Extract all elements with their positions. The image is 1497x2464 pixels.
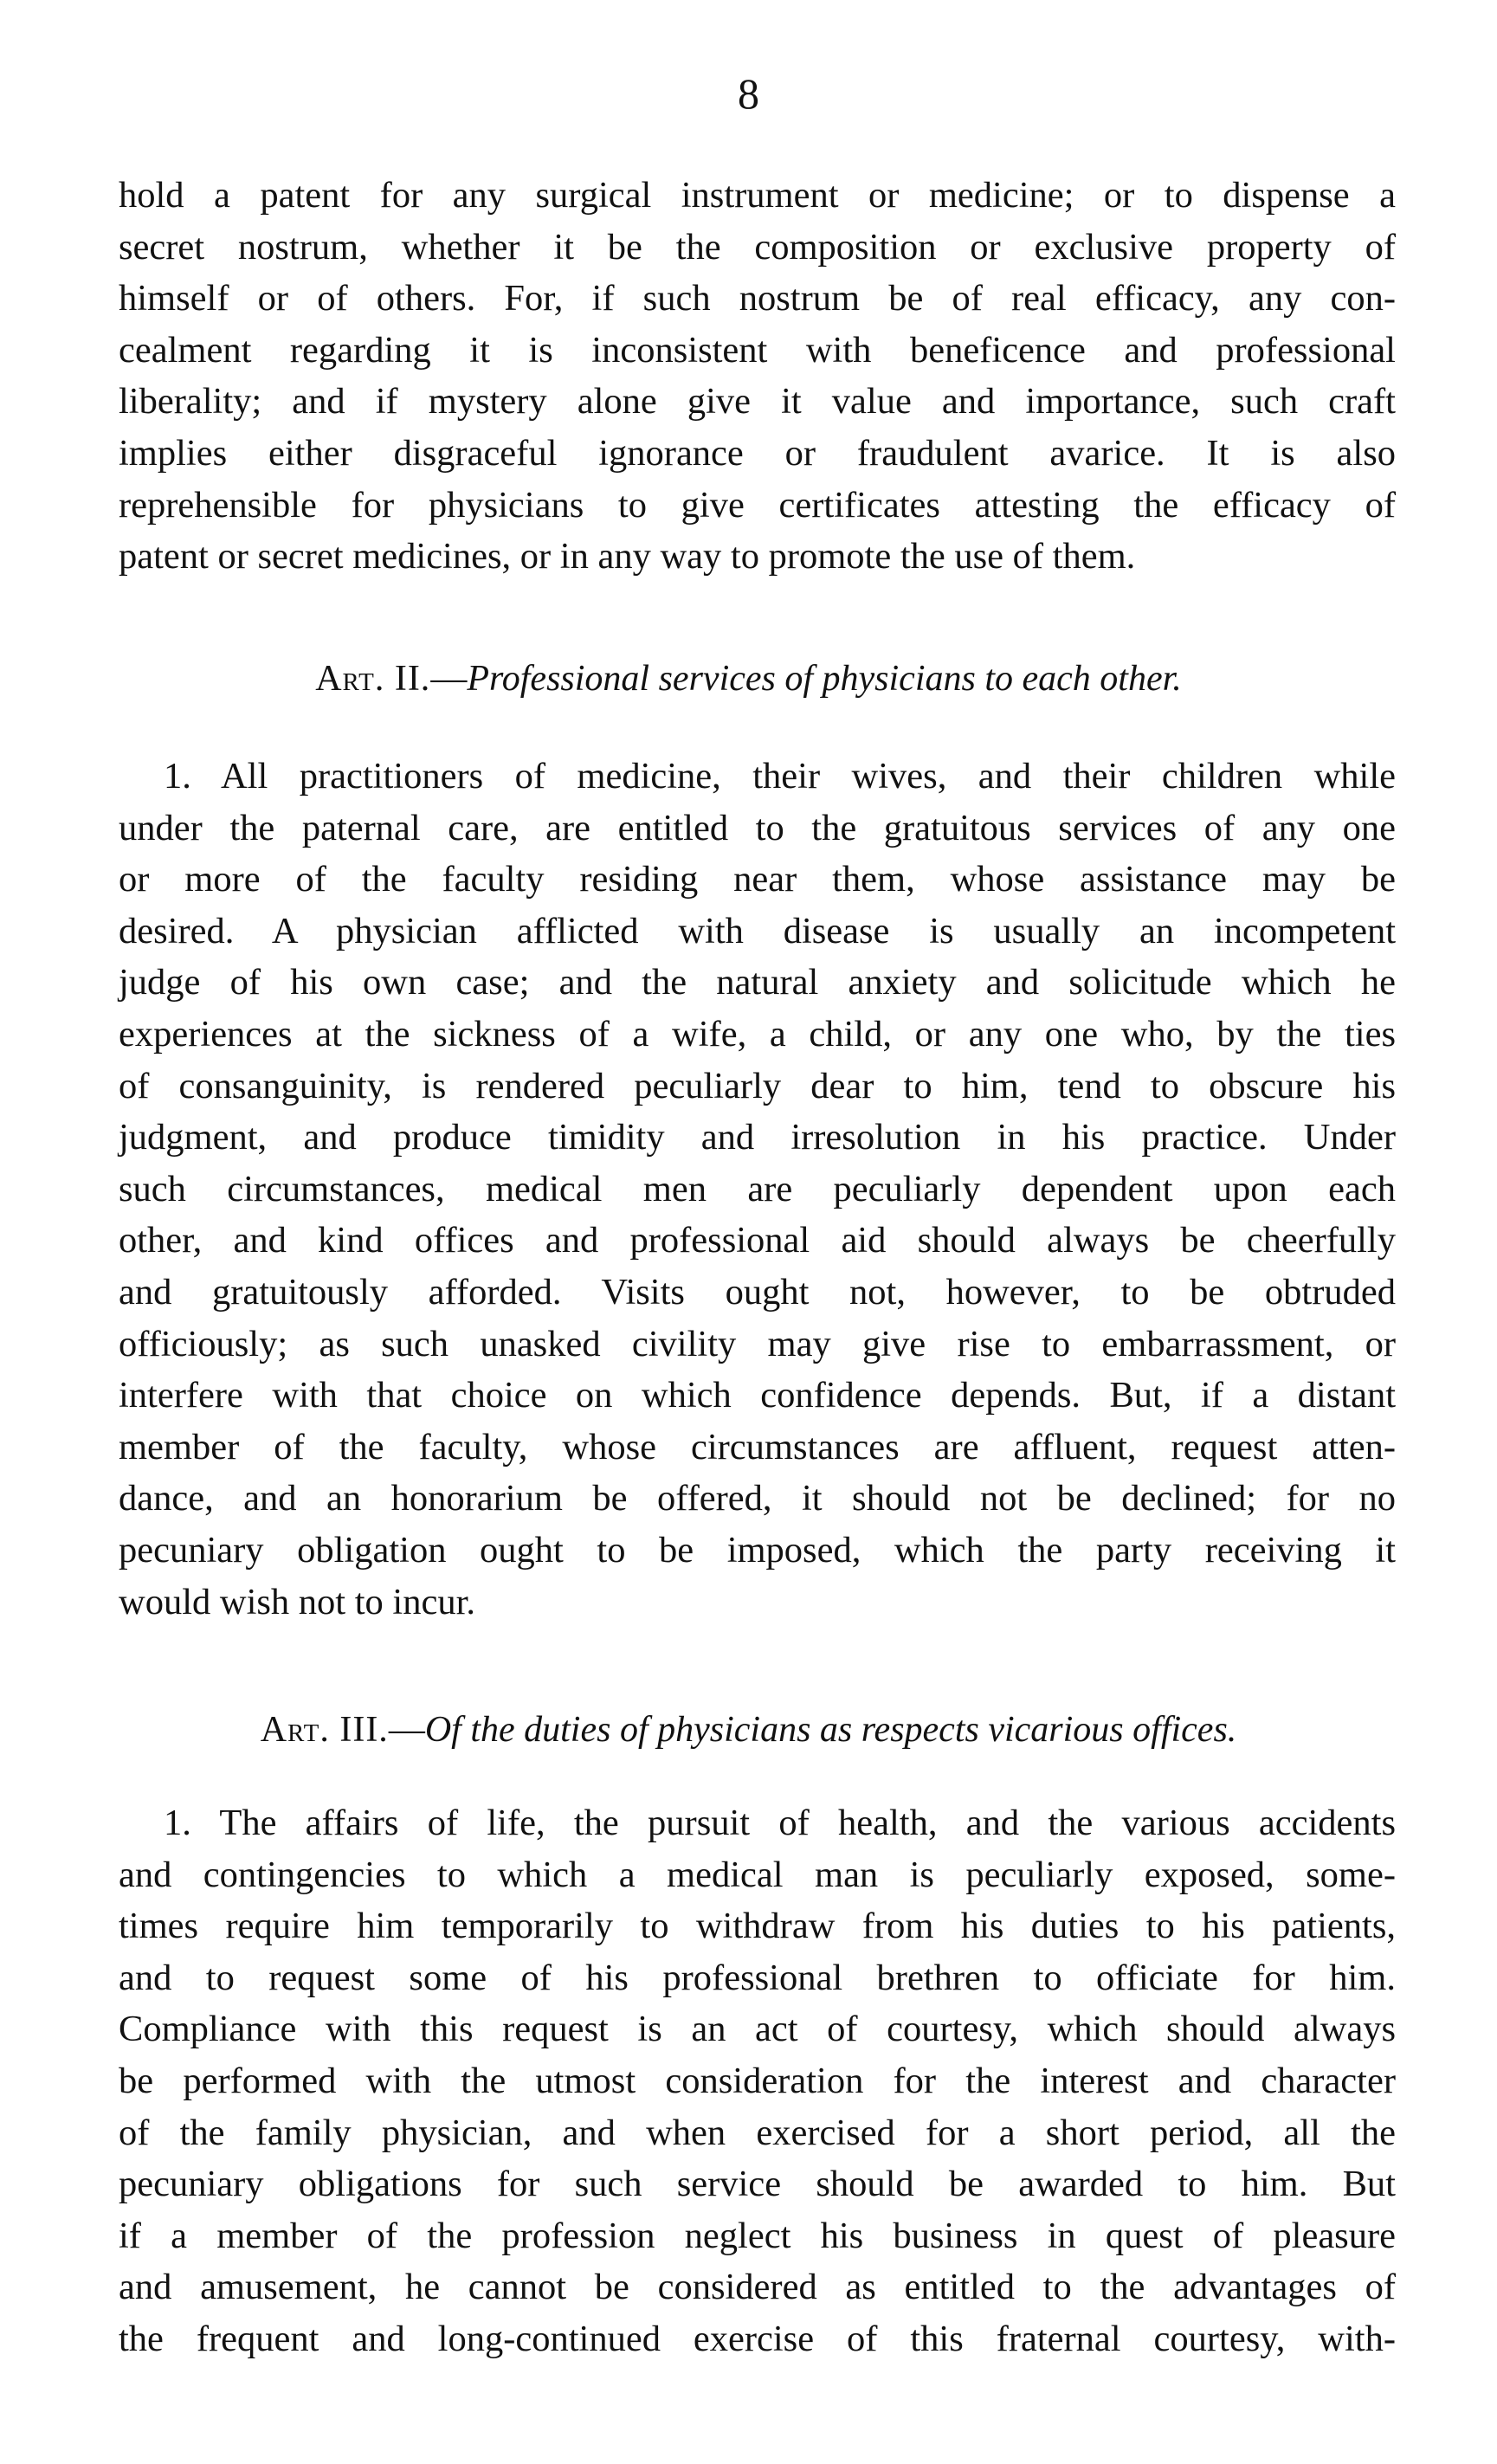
text-line: and amusement, he cannot be considered as entitled to the advantages of: [119, 2267, 1396, 2308]
text-line: judgment, and produce timidity and irresolution in his practice. Under: [119, 1117, 1396, 1158]
text-line: patent or secret medicines, or in any way to promote the use of them.: [119, 536, 1136, 577]
text-line: 1. All practitioners of medicine, their wives, and their children while: [164, 756, 1396, 797]
text-line: and gratuitously afforded. Visits ought not, however, to be obtruded: [119, 1271, 1396, 1313]
text-line: reprehensible for physicians to give certificates attesting the efficacy of: [119, 484, 1396, 526]
paragraph-intro: [119, 170, 1396, 583]
text-line: 1. The affairs of life, the pursuit of health, and the various accidents: [164, 1803, 1396, 1843]
text-line: dance, and an honorarium be offered, it should not be declined; for no: [119, 1478, 1396, 1519]
text-line: secret nostrum, whether it be the composition or exclusive property of: [119, 226, 1396, 268]
article-3-separator: —: [388, 1710, 425, 1750]
text-line: hold a patent for any surgical instrument or medicine; or to dispense a: [119, 175, 1396, 216]
text-line: pecuniary obligation ought to be imposed, which the party receiving it: [119, 1529, 1396, 1571]
article-2-heading: [0, 655, 1497, 703]
text-line: of consanguinity, is rendered peculiarly dear to him, tend to obscure his: [119, 1065, 1396, 1106]
text-line: experiences at the sickness of a wife, a child, or any one who, by the ties: [119, 1013, 1396, 1055]
text-line: officiously; as such unasked civility may give rise to embarrassment, or: [119, 1323, 1396, 1364]
text-line: under the paternal care, are entitled to the gratuitous services of any one: [119, 807, 1396, 848]
text-line: interfere with that choice on which confidence depends. But, if a distant: [119, 1375, 1396, 1416]
text-line: pecuniary obligations for such service should be awarded to him. But: [119, 2164, 1396, 2205]
text-line: desired. A physician afflicted with disease is usually an incompetent: [119, 910, 1396, 951]
article-2-separator: —: [430, 659, 468, 699]
text-line: if a member of the profession neglect his business in quest of pleasure: [119, 2215, 1396, 2256]
text-line: Compliance with this request is an act of courtesy, which should always: [119, 2009, 1396, 2050]
article-3-heading: [0, 1706, 1497, 1754]
text-line: member of the faculty, whose circumstances are affluent, request atten-: [119, 1426, 1396, 1467]
text-line: and contingencies to which a medical man is peculiarly exposed, some-: [119, 1854, 1396, 1895]
text-line: liberality; and if mystery alone give it value and importance, such craft: [119, 381, 1396, 422]
article-2-paragraph: [119, 751, 1396, 1628]
article-3-label: Art. III.: [260, 1710, 389, 1750]
article-3-paragraph: [119, 1797, 1396, 2365]
text-line: or more of the faculty residing near them, whose assistance may be: [119, 859, 1396, 900]
text-line: judge of his own case; and the natural anxiety and solicitude which he: [119, 962, 1396, 1003]
text-line: times require him temporarily to withdraw from his duties to his patients,: [119, 1906, 1396, 1947]
article-2-title: Professional services of physicians to each other.: [467, 659, 1182, 699]
article-2-label: Art. II.: [315, 659, 431, 699]
text-line: would wish not to incur.: [119, 1581, 476, 1622]
text-line: be performed with the utmost consideration for the interest and character: [119, 2060, 1396, 2101]
page-number: 8: [738, 69, 759, 118]
text-line: the frequent and long-continued exercise of this fraternal courtesy, with-: [119, 2318, 1396, 2359]
text-line: cealment regarding it is inconsistent with beneficence and professional: [119, 329, 1396, 371]
text-line: other, and kind offices and professional aid should always be cheerfully: [119, 1220, 1396, 1261]
text-line: himself or of others. For, if such nostrum be of real efficacy, any con-: [119, 278, 1396, 319]
text-line: and to request some of his professional brethren to officiate for him.: [119, 1957, 1396, 1998]
text-line: implies either disgraceful ignorance or fraudulent avarice. It is also: [119, 432, 1396, 474]
text-line: of the family physician, and when exercised for a short period, all the: [119, 2112, 1396, 2153]
article-3-title: Of the duties of physicians as respects vicarious offices.: [424, 1710, 1237, 1750]
text-line: such circumstances, medical men are peculiarly dependent upon each: [119, 1168, 1396, 1209]
